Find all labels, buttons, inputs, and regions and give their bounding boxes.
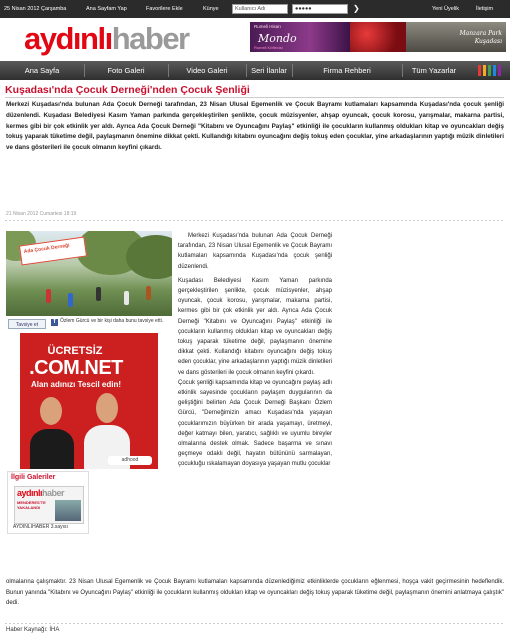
nav-item-video-gallery[interactable]: Video Galeri: [186, 66, 228, 75]
password-input[interactable]: ●●●●●: [292, 4, 348, 14]
article-photo[interactable]: [6, 231, 172, 316]
register-link[interactable]: Yeni Üyelik: [432, 6, 460, 12]
thumb-headline: MENDERES'TE YAKALANDI: [17, 500, 46, 510]
nav-item-all-authors[interactable]: Tüm Yazarlar: [411, 66, 457, 75]
recommend-button[interactable]: Tavsiye et: [8, 319, 46, 329]
banner-ad-manzara[interactable]: [406, 22, 506, 52]
recommend-caption: Özlem Gürcü ve bir kişi daha bunu tavsiye etti.: [60, 318, 164, 324]
banner-ad-food-image[interactable]: [350, 22, 406, 52]
logo-text-part2: haber: [111, 21, 189, 56]
ad-bottom-text: Rumeli Köftecisi: [254, 45, 283, 50]
nav-item-home[interactable]: Ana Sayfa: [24, 66, 60, 75]
ad-free-text: ÜCRETSİZ: [47, 345, 103, 357]
ad-register-text: Alan adınızı Tescil edin!: [30, 380, 122, 389]
article-title: Kuşadası'nda Çocuk Derneği'nden Çocuk Şenliği: [5, 84, 250, 96]
source-divider: [5, 623, 504, 624]
ad-person-right-head: [96, 393, 118, 423]
article-date: 21 Nisan 2012 Cumartesi 18:19: [6, 211, 77, 217]
ad-brand-text: Mondo: [258, 32, 297, 45]
related-galleries: [7, 471, 89, 534]
contact-link[interactable]: İletişim: [476, 6, 494, 12]
nav-item-photo-gallery[interactable]: Foto Galeri: [107, 66, 145, 75]
news-source: Haber Kaynağı: İHA: [6, 627, 60, 633]
date-text: 25 Nisan 2012 Çarşamba: [4, 6, 67, 12]
ad3-line2: Kuşadası: [474, 38, 502, 45]
add-favorites-link[interactable]: Favorilere Ekle: [146, 6, 183, 12]
title-divider: [5, 97, 504, 98]
related-gallery-thumbnail[interactable]: aydınlıhaber MENDERES'TE YAKALANDI: [14, 486, 84, 524]
set-homepage-link[interactable]: Ana Sayfam Yap: [86, 6, 127, 12]
imprint-link[interactable]: Künye: [203, 6, 219, 12]
ad-person-left-head: [40, 397, 62, 425]
banner-ad-mondo[interactable]: [250, 22, 350, 52]
site-logo[interactable]: [24, 22, 189, 56]
article-body-continued: olmalarına çalışmaktır. 23 Nisan Ulusal Egemenlik ve Çocuk Bayramı kutlamaları kapsamında düzenlediğimiz etkinliklerde çocukların eğlenmesi, hoşça vakit geçirmesinin hedeflendik. Bunun yanında "Kitabını ve Oyuncağını Paylaş" etkinliği ile çocukların kullanmış oldukları kitap ve oyuncakları değiş tokuş yaparak tüketime değil, paylaşmanın önemini anlatmaya çalıştık" dedi.: [6, 579, 504, 606]
main-navigation: [0, 61, 510, 80]
related-galleries-heading: İlgili Galeriler: [11, 474, 56, 481]
login-submit-icon[interactable]: ❯: [353, 4, 360, 13]
logo-text-part1: aydınlı: [24, 21, 112, 56]
domain-ad-banner[interactable]: [20, 333, 158, 469]
article-summary: Merkezi Kuşadası'nda bulunan Ada Çocuk Derneği tarafından, 23 Nisan Ulusal Egemenlik ve Çocuk Bayramı kutlamaları kapsamında Kuşadası'nda çocuk şenliği düzenlendi. Kuşadası Belediyesi Kasım Yaman parkında gerçekleştirilen şenlikte, çocuk müzisyenler, ahşap oyuncak, çocuk korosu, yarışmalar, makarna partisi, kermes gibi bir çok etkinlik yer aldı. Ayrıca Ada Çocuk Derneği "Kitabını ve Oyuncağını Paylaş" etkinliği ile çocukların kullanmış oldukları kitap ve oyuncakları değiş tokuş yaparak tüketime değil, paylaşmanın önemine dikkat çekti. Kullandığı kitabını oyuncağını değiş tokuş eden çocuklar, yine arkadaşlarının yaptığı müzik dinletileri ve dans gösterileri ile çocuk olmanın keyfini çıkardı.: [6, 101, 504, 152]
nav-item-business-directory[interactable]: Firma Rehberi: [323, 66, 371, 75]
ad-top-text: Rumeli Hisarı: [254, 24, 282, 29]
ad-domain-text: .COM.NET: [29, 357, 123, 379]
ad-brand-badge: adhood: [108, 456, 152, 465]
date-divider: [5, 220, 504, 221]
username-input[interactable]: Kullanıcı Adı: [232, 4, 288, 14]
nav-item-classifieds[interactable]: Seri İlanlar: [251, 66, 287, 75]
top-bar: [0, 0, 510, 18]
site-header: [0, 18, 510, 60]
body-paragraph: Kuşadası Belediyesi Kasım Yaman parkında gerçekleştirilen şenlikte, çocuk müzisyenler, ahşap oyuncak, çocuk korosu, yarışmalar, makarna partisi, kermes gibi bir çok etkinlik yer aldı. Ayrıca Ada Çocuk Derneği "Kitabını ve Oyuncağını Paylaş" etkinliği ile çocukların kullanmış oldukları kitap ve oyuncakları değiş tokuş yaparak tüketime değil, paylaşmanın önemine dikkat çekti. Kullandığı kitabını oyuncağını değiş tokuş eden çocuklar, yine arkadaşlarının yaptığı müzik dinletileri ve dans gösterileri ile çocuk olmanın keyfini çıkardı.: [178, 277, 332, 376]
body-paragraph: Çocuk şenliği kapsamında kitap ve oyuncağını paylaş adlı etkinlik sayesinde çocukların paylaşım duygularının da geliştiğini belirten Ada Çocuk Derneği Başkanı Özlem Gürcü, "Derneğimizin amacı Kuşadası'nda yaşayan çocuklarımızın büyürken bir arada yaşamayı, üretmeyi, değer katmayı bilen, yaratıcı, sağlıklı ve uyumlu bireyler olmalarına destek olmak. Sadece başarma ve sınavı geçmeye odaklı değil, hayatın bütününü sarmalayan, çocukluğu ıskalamayan doyasıya yaşayan mutlu çocuklar: [178, 379, 332, 468]
body-paragraph: Merkezi Kuşadası'nda bulunan Ada Çocuk Derneği tarafından, 23 Nisan Ulusal Egemenlik ve Çocuk Bayramı kutlamaları kapsamında Kuşadası'nda çocuk şenliği düzenlendi.: [178, 233, 332, 270]
article-body-column: [178, 231, 332, 470]
ad3-line1: Manzara Park: [459, 30, 502, 37]
thumb-image: [55, 500, 81, 521]
photo-banner: Ada Çocuk Derneği: [19, 237, 87, 266]
facebook-icon: f: [51, 319, 58, 326]
related-gallery-label[interactable]: AYDINLIHABER 3.sayısı: [13, 524, 68, 530]
ad-person-left: [30, 429, 74, 469]
